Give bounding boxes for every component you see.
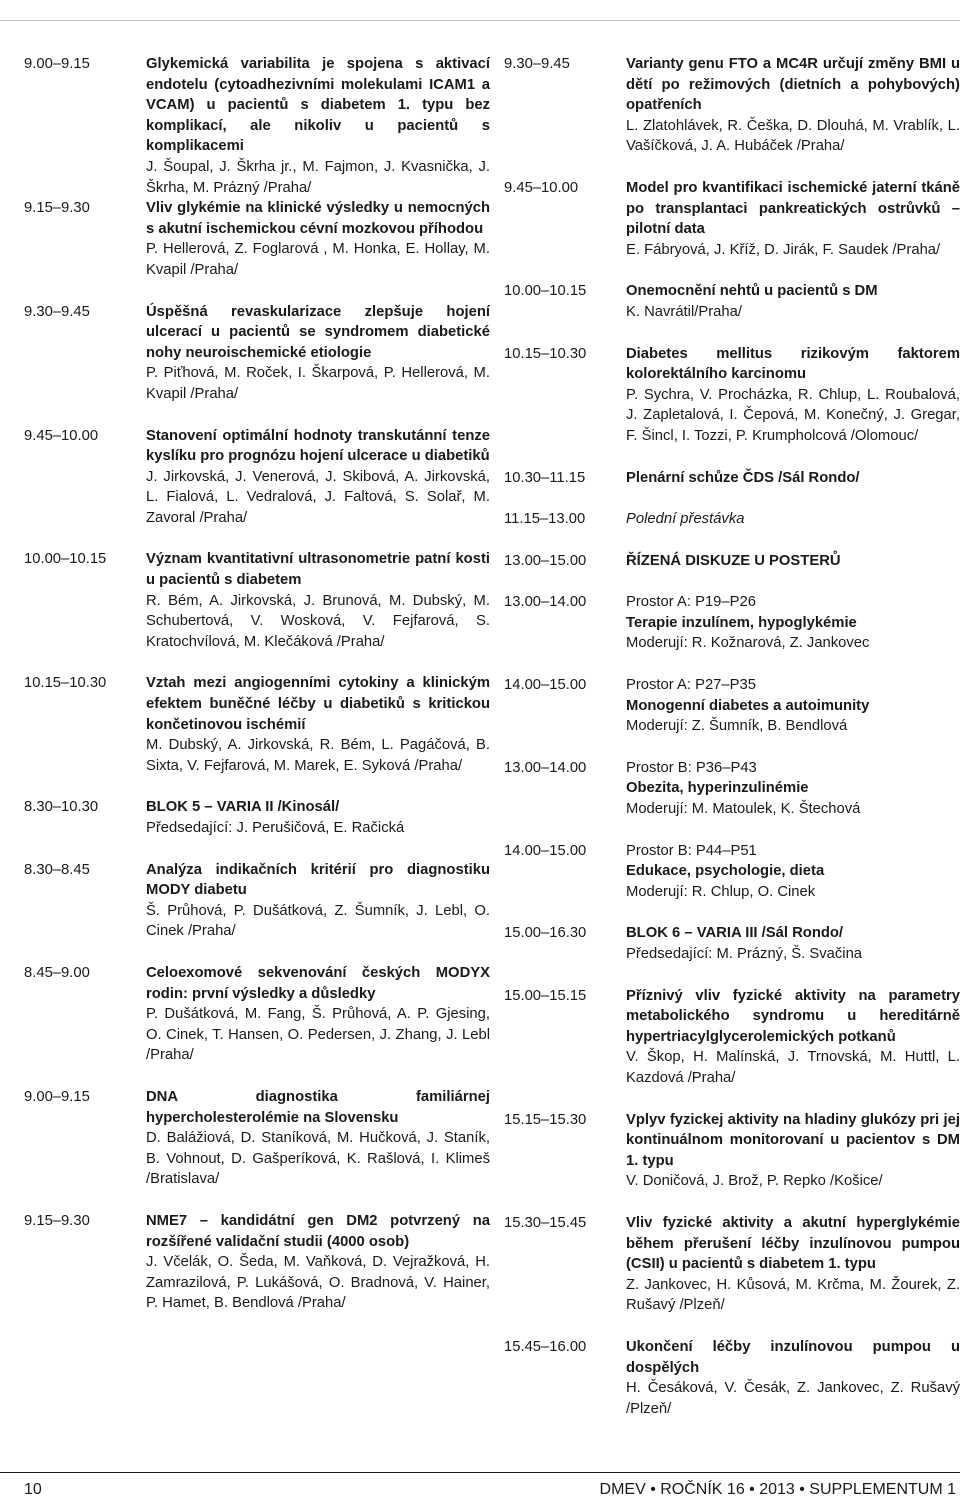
entry-title: Plenární schůze ČDS /Sál Rondo/ xyxy=(626,469,860,486)
entry-body xyxy=(626,54,960,157)
entry-authors: R. Bém, A. Jirkovská, J. Brunová, M. Dubský, M. Schubertová, V. Wosková, V. Fejfarová, S. Kratochvílová, M. Klečáková /Praha/ xyxy=(146,592,490,650)
entry-time: 13.00–15.00 xyxy=(504,552,587,569)
program-entry xyxy=(504,54,960,157)
program-entry xyxy=(24,1087,490,1190)
program-entry xyxy=(504,509,960,530)
entry-body xyxy=(626,468,960,489)
program-entry xyxy=(504,592,960,654)
entry-body xyxy=(626,1337,960,1419)
entry-time: 10.15–10.30 xyxy=(24,675,107,692)
entry-authors: Moderují: R. Kožnarová, Z. Jankovec xyxy=(626,635,870,652)
entry-authors: P. Dušátková, M. Fang, Š. Průhová, A. P. Gjesing, O. Cinek, T. Hansen, O. Pedersen, J. Zhang, J. Lebl /Praha/ xyxy=(146,1006,490,1064)
entry-time: 14.00–15.00 xyxy=(504,842,587,859)
program-entry xyxy=(24,302,490,405)
program-entry xyxy=(24,797,490,838)
entry-title: Onemocnění nehtů u pacientů s DM xyxy=(626,283,878,300)
entry-time: 15.45–16.00 xyxy=(504,1338,587,1355)
entry-authors: M. Dubský, A. Jirkovská, R. Bém, L. Pagáčová, B. Sixta, V. Fejfarová, M. Marek, E. Syková /Praha/ xyxy=(146,737,490,774)
entry-title: Glykemická variabilita je spojena s aktivací endotelu (cytoadhezivními molekulami ICAM1 a VCAM) u pacientů s diabetem 1. typu bez komplikací, ale nikoliv u pacientů s komplikacemi xyxy=(146,56,490,155)
entry-body xyxy=(626,509,960,530)
entry-authors: E. Fábryová, J. Kříž, D. Jirák, F. Saudek /Praha/ xyxy=(626,241,941,258)
entry-title: Analýza indikačních kritérií pro diagnostiku MODY diabetu xyxy=(146,861,490,899)
left-column xyxy=(24,54,490,1314)
entry-authors: P. Hellerová, Z. Foglarová , M. Honka, E. Hollay, M. Kvapil /Praha/ xyxy=(146,241,490,278)
program-entry xyxy=(504,551,960,572)
entry-body xyxy=(626,841,960,903)
entry-authors: K. Navrátil/Praha/ xyxy=(626,303,742,320)
entry-body xyxy=(626,675,960,737)
entry-time: 10.30–11.15 xyxy=(504,469,586,486)
entry-title: Stanovení optimální hodnoty transkutánní tenze kyslíku pro prognózu hojení ulcerace u diabetiků xyxy=(146,427,490,465)
entry-title: Příznivý vliv fyzické aktivity na parametry metabolického syndromu u hereditárně hypertriacylglycerolemických potkanů xyxy=(626,987,960,1045)
page-number: 10 xyxy=(24,1481,42,1498)
entry-title: Diabetes mellitus rizikovým faktorem kolorektálního karcinomu xyxy=(626,345,960,383)
program-entry xyxy=(24,549,490,652)
entry-title: Model pro kvantifikaci ischemické jaterní tkáně po transplantaci pankreatických ostrůvků – pilotní data xyxy=(626,179,960,238)
entry-authors: H. Česáková, V. Česák, Z. Jankovec, Z. Rušavý /Plzeň/ xyxy=(626,1380,960,1417)
entry-authors: Moderují: Z. Šumník, B. Bendlová xyxy=(626,718,848,735)
entry-title: Prostor A: P19–P26 xyxy=(626,594,756,611)
entry-authors: Moderují: R. Chlup, O. Cinek xyxy=(626,883,816,900)
entry-authors: V. Doničová, J. Brož, P. Repko /Košice/ xyxy=(626,1173,883,1190)
entry-authors: Z. Jankovec, H. Kůsová, M. Krčma, M. Žourek, Z. Rušavý /Plzeň/ xyxy=(626,1276,960,1314)
entry-time: 8.45–9.00 xyxy=(24,964,90,981)
entry-body xyxy=(626,986,960,1089)
entry-title: Vztah mezi angiogenními cytokiny a klinickým efektem buněčné léčby u diabetiků s kritickou končetinovou ischémií xyxy=(146,675,490,733)
entry-body xyxy=(146,198,490,280)
entry-title: BLOK 6 – VARIA III /Sál Rondo/ xyxy=(626,925,844,942)
entry-title: Celoexomové sekvenování českých MODYX rodin: první výsledky a důsledky xyxy=(146,964,490,1002)
entry-body xyxy=(626,551,960,572)
entry-title: Úspěšná revaskularizace zlepšuje hojení ulcerací u pacientů se syndromem diabetické nohy neuroischemické etiologie xyxy=(146,303,490,361)
journal-info: DMEV • ROČNÍK 16 • 2013 • SUPPLEMENTUM 1 xyxy=(599,1481,956,1498)
entry-body xyxy=(626,923,960,964)
entry-authors: J. Šoupal, J. Škrha jr., M. Fajmon, J. Kvasnička, J. Škrha, M. Prázný /Praha/ xyxy=(146,158,490,196)
entry-body xyxy=(146,302,490,405)
entry-title: Prostor B: P36–P43 xyxy=(626,759,757,776)
entry-authors: J. Jirkovská, J. Venerová, J. Skibová, A. Jirkovská, L. Fialová, L. Vedralová, J. Faltová, S. Solař, M. Zavoral /Praha/ xyxy=(146,468,490,526)
program-entry xyxy=(504,675,960,737)
right-column xyxy=(504,54,960,1419)
entry-body xyxy=(626,178,960,260)
program-entry xyxy=(504,281,960,322)
entry-time: 9.00–9.15 xyxy=(24,56,90,72)
entry-title: Prostor A: P27–P35 xyxy=(626,677,756,694)
entry-body xyxy=(626,592,960,654)
program-entry xyxy=(504,1110,960,1192)
entry-title: Vliv fyzické aktivity a akutní hyperglykémie během přerušení léčby inzulínovou pumpou (CSII) u pacientů s diabetem 1. typu xyxy=(626,1214,960,1273)
entry-title: Polední přestávka xyxy=(626,511,745,528)
entry-time: 9.30–9.45 xyxy=(24,303,90,320)
entry-body xyxy=(146,797,490,838)
entry-body xyxy=(146,963,490,1066)
entry-time: 9.00–9.15 xyxy=(24,1088,90,1105)
program-entry xyxy=(24,426,490,529)
program-entry xyxy=(504,178,960,260)
entry-time: 9.30–9.45 xyxy=(504,56,570,72)
program-entry xyxy=(504,468,960,489)
entry-time: 10.15–10.30 xyxy=(504,345,587,362)
program-entry xyxy=(504,758,960,820)
entry-title: BLOK 5 – VARIA II /Kinosál/ xyxy=(146,799,340,816)
entry-time: 10.00–10.15 xyxy=(504,283,587,300)
program-entry xyxy=(504,344,960,447)
program-entry xyxy=(504,1337,960,1419)
program-entry xyxy=(24,673,490,776)
entry-subtitle: Terapie inzulínem, hypoglykémie xyxy=(626,614,857,631)
program-entry xyxy=(24,963,490,1066)
entry-time: 15.00–16.30 xyxy=(504,925,587,942)
entry-body xyxy=(146,1087,490,1190)
entry-time: 15.15–15.30 xyxy=(504,1111,587,1128)
entry-authors: V. Škop, H. Malínská, J. Trnovská, M. Huttl, L. Kazdová /Praha/ xyxy=(626,1049,960,1086)
entry-title: Význam kvantitativní ultrasonometrie patní kosti u pacientů s diabetem xyxy=(146,551,490,589)
program-entry xyxy=(24,1211,490,1314)
entry-time: 8.30–10.30 xyxy=(24,799,99,816)
program-entry xyxy=(504,1213,960,1316)
entry-title: NME7 – kandidátní gen DM2 potvrzený na rozšířené validační studii (4000 osob) xyxy=(146,1212,490,1250)
entry-title: Vplyv fyzickej aktivity na hladiny glukózy pri jej kontinuálnom monitorovaní u pacientov s DM 1. typu xyxy=(626,1111,960,1169)
entry-title: DNA diagnostika familiárnej hypercholesterolémie na Slovensku xyxy=(146,1088,490,1126)
entry-body xyxy=(626,758,960,820)
entry-title: Prostor B: P44–P51 xyxy=(626,842,757,859)
entry-title: Vliv glykémie na klinické výsledky u nemocných s akutní ischemickou cévní mozkovou příhodou xyxy=(146,200,490,237)
entry-time: 9.45–10.00 xyxy=(504,179,579,196)
program-entry xyxy=(504,923,960,964)
program-entry xyxy=(504,986,960,1089)
entry-time: 9.15–9.30 xyxy=(24,1212,90,1229)
entry-body xyxy=(626,344,960,447)
entry-time: 13.00–14.00 xyxy=(504,759,587,776)
entry-subtitle: Edukace, psychologie, dieta xyxy=(626,863,825,880)
entry-time: 8.30–8.45 xyxy=(24,861,90,878)
entry-body xyxy=(146,1211,490,1314)
entry-title: Ukončení léčby inzulínovou pumpou u dospělých xyxy=(626,1338,960,1376)
entry-authors: L. Zlatohlávek, R. Češka, D. Dlouhá, M. Vrablík, L. Vašíčková, J. A. Hubáček /Praha/ xyxy=(626,117,960,155)
program-entry xyxy=(24,54,490,198)
entry-time: 15.30–15.45 xyxy=(504,1214,587,1231)
entry-body xyxy=(146,673,490,776)
entry-authors: Předsedající: J. Perušičová, E. Račická xyxy=(146,820,405,836)
entry-authors: Moderují: M. Matoulek, K. Štechová xyxy=(626,801,861,818)
entry-body xyxy=(146,54,490,198)
entry-authors: J. Včelák, O. Šeda, M. Vaňková, D. Vejražková, H. Zamrazilová, P. Lukášová, O. Bradnová, V. Hainer, P. Hamet, B. Bendlová /Praha/ xyxy=(146,1254,490,1312)
top-rule xyxy=(0,20,960,21)
entry-title: Varianty genu FTO a MC4R určují změny BMI u dětí po režimových (dietních a pohybových) opatřeních xyxy=(626,56,960,114)
entry-authors: P. Sychra, V. Procházka, R. Chlup, L. Roubalová, J. Zapletalová, I. Čepová, M. Konečný, J. Gregar, F. Šincl, I. Tozzi, P. Krumpholcová /Olomouc/ xyxy=(626,386,960,444)
footer-rule xyxy=(0,1472,960,1473)
entry-authors: Š. Průhová, P. Dušátková, Z. Šumník, J. Lebl, O. Cinek /Praha/ xyxy=(146,902,490,940)
entry-body xyxy=(626,1213,960,1316)
entry-time: 14.00–15.00 xyxy=(504,677,587,694)
entry-time: 15.00–15.15 xyxy=(504,987,587,1004)
entry-subtitle: Obezita, hyperinzulinémie xyxy=(626,780,809,797)
entry-title: ŘÍZENÁ DISKUZE U POSTERŮ xyxy=(626,552,841,569)
program-entry xyxy=(24,860,490,942)
program-entry xyxy=(24,198,490,280)
entry-body xyxy=(146,860,490,942)
entry-body xyxy=(626,281,960,322)
entry-authors: P. Piťhová, M. Roček, I. Škarpová, P. Hellerová, M. Kvapil /Praha/ xyxy=(146,365,490,402)
entry-time: 9.45–10.00 xyxy=(24,427,99,444)
entry-authors: D. Balážiová, D. Staníková, M. Hučková, J. Staník, B. Vohnout, D. Gašperíková, K. Rašlová, I. Klimeš /Bratislava/ xyxy=(146,1130,490,1188)
entry-subtitle: Monogenní diabetes a autoimunity xyxy=(626,697,870,714)
entry-time: 13.00–14.00 xyxy=(504,594,587,611)
entry-time: 9.15–9.30 xyxy=(24,200,90,217)
entry-authors: Předsedající: M. Prázný, Š. Svačina xyxy=(626,946,863,962)
entry-time: 11.15–13.00 xyxy=(504,511,586,528)
entry-body xyxy=(146,549,490,652)
entry-body xyxy=(626,1110,960,1192)
entry-body xyxy=(146,426,490,529)
entry-time: 10.00–10.15 xyxy=(24,551,107,568)
program-entry xyxy=(504,841,960,903)
